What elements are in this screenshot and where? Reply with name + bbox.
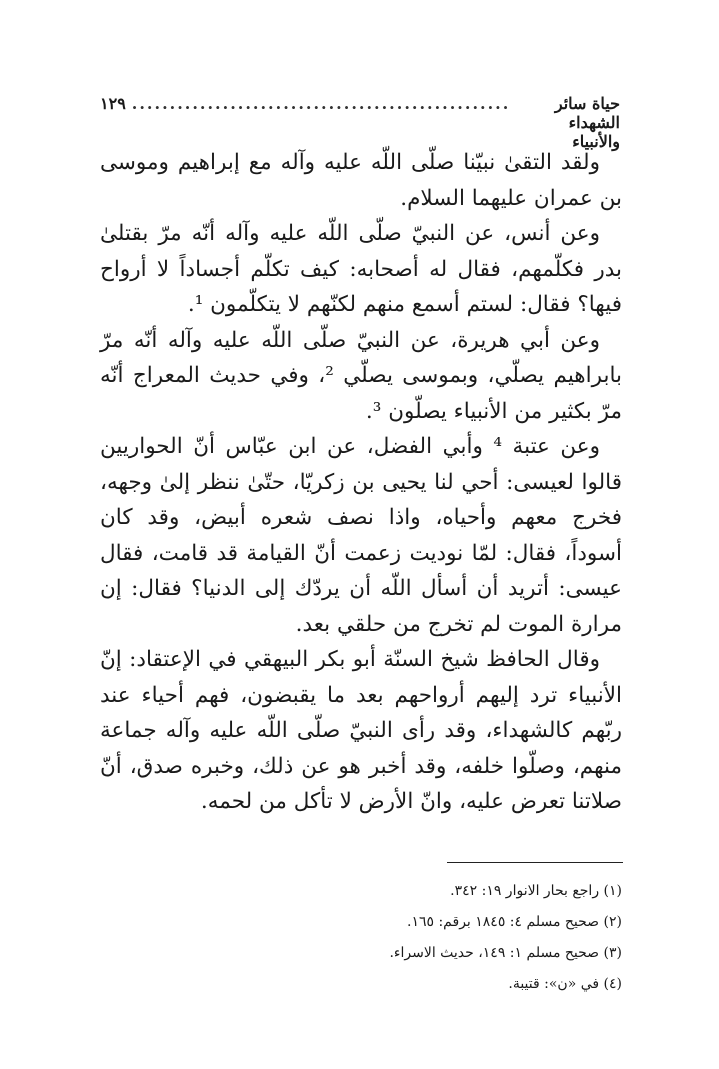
page-number: ١٢٩	[100, 94, 126, 113]
paragraph: وقال الحافظ شيخ السنّة أبو بكر البيهقي في الإعتقاد: إنّ الأنبياء ترد إليهم أرواحهم بعد ما يقبضون، فهم أحياء عند ربّهم كالشهداء، وقد رأى النبيّ صلّى اللّه عليه وآله جماعة منهم، وصلّوا خلفه، وقد أخبر هو عن ذلك، وخبره صدق، أنّ صلاتنا تعرض عليه، وانّ الأرض لا تأكل من لحمه.	[100, 647, 622, 814]
running-header	[100, 94, 620, 151]
footnote: (٢) صحيح مسلم ٤: ١٨٤٥ برقم: ١٦٥.	[407, 914, 622, 930]
footnotes	[100, 876, 622, 1000]
footnote: (٣) صحيح مسلم ١: ١٤٩، حديث الاسراء.	[389, 945, 622, 961]
paragraph: ولقد التقىٰ نبيّنا صلّى اللّه عليه وآله مع إبراهيم وموسى بن عمران عليهما السلام.	[100, 150, 622, 211]
paragraph: وعن أنس، عن النبيّ صلّى اللّه عليه وآله أنّه مرّ بقتلىٰ بدر فكلّمهم، فقال له أصحابه: كيف تكلّم أجساداً لا أرواح فيها؟ فقال: لستم أسمع منهم لكنّهم لا يتكلّمون ¹.	[100, 221, 622, 317]
running-title: حياة سائر الشهداء والأنبياء	[554, 94, 620, 151]
footnote: (٤) في «ن»: قتيبة.	[508, 976, 622, 992]
footnote: (١) راجع بحار الانوار ١٩: ٣٤٢.	[450, 883, 622, 899]
leader-dots: ..................................................	[131, 94, 511, 113]
paragraph: وعن أبي هريرة، عن النبيّ صلّى اللّه عليه وآله أنّه مرّ بابراهيم يصلّي، وبموسى يصلّي ²، وفي حديث المعراج أنّه مرّ بكثير من الأنبياء يصلّون ³.	[100, 327, 622, 424]
main-text	[100, 145, 622, 820]
paragraph: وعن عتبة ⁴ وأبي الفضل، عن ابن عبّاس أنّ الحواريين قالوا لعيسى: أحي لنا يحيى بن زكريّا، حتّىٰ ننظر إلىٰ وجهه، فخرج معهم وأحياه، واذا نصف شعره أبيض، وقد كان أسوداً، فقال: لمّا نوديت زعمت أنّ القيامة قد قامت، فقال عيسى: أتريد أن أسأل اللّه أن يردّك إلى الدنيا؟ فقال: إن مرارة الموت لم تخرج من حلقي بعد.	[100, 434, 622, 637]
footnote-divider	[447, 862, 623, 863]
